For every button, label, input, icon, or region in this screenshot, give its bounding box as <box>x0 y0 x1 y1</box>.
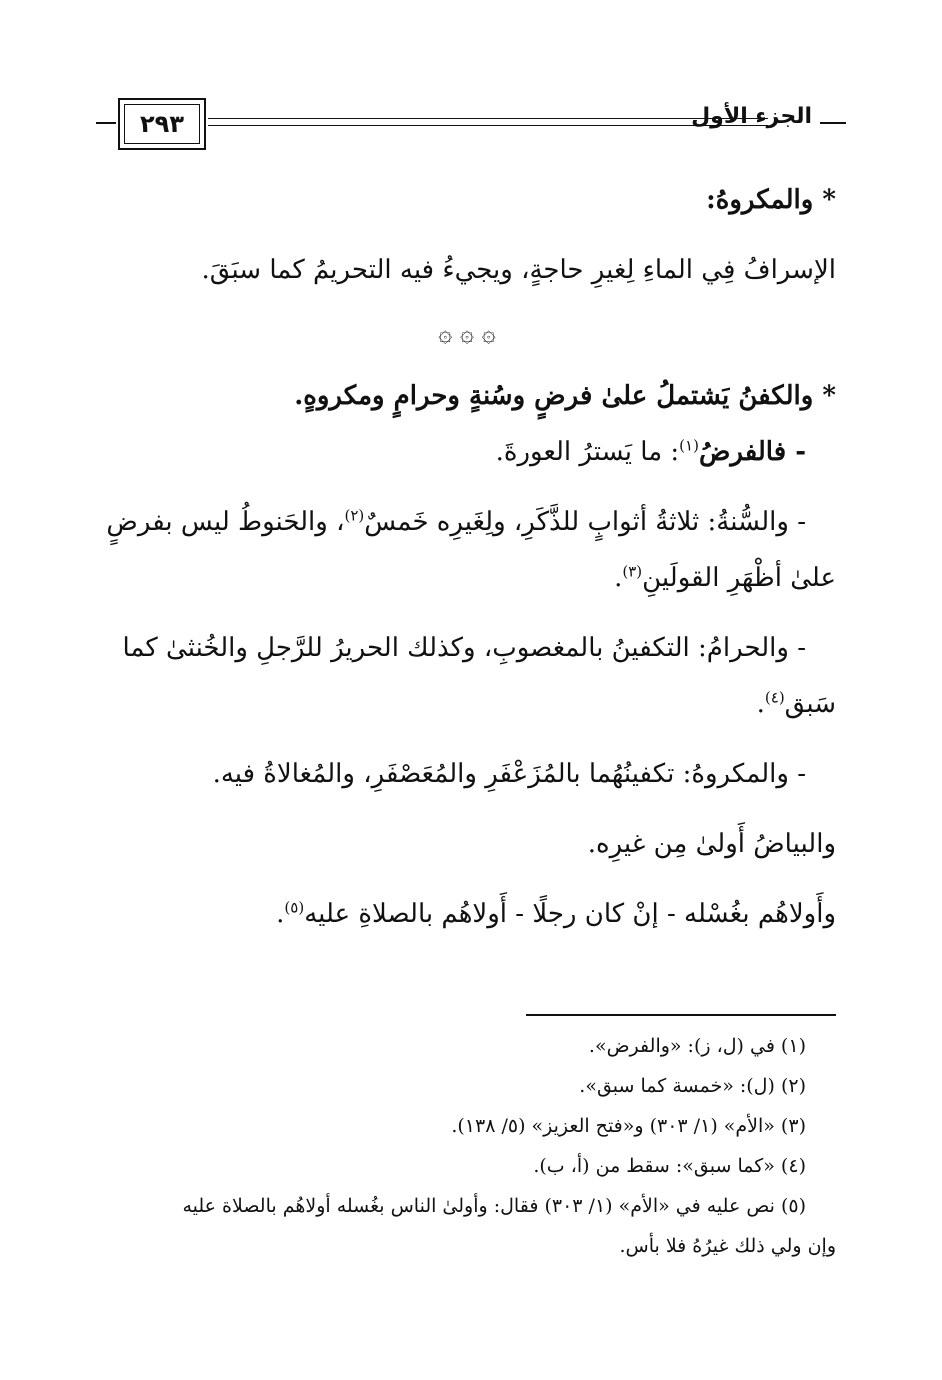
footnote-ref-1: (١) <box>679 436 699 455</box>
page-number: ٢٩٣ <box>124 104 200 144</box>
footnote-ref-3: (٣) <box>622 562 643 581</box>
makruh-heading: * والمكروهُ: <box>706 185 836 215</box>
running-title: الجزء الأول <box>691 104 812 129</box>
haram-end: . <box>756 689 765 719</box>
footnote-ref-5: (٥) <box>284 898 305 917</box>
kafan-intro <box>98 368 836 424</box>
spacer <box>98 872 836 886</box>
footnote-2: (٢) (ل): «خمسة كما سبق». <box>579 1075 806 1097</box>
footnote-5-continued: وإن ولي ذلك غيرُهُ فلا بأس. <box>619 1235 836 1257</box>
fard-label: - فالفرضُ <box>698 437 806 467</box>
footnote-ref-4: (٤) <box>764 688 785 707</box>
makruh-paragraph: الإسرافُ فِي الماءِ لِغيرِ حاجةٍ، ويجيءُ فيه التحريمُ كما سبَقَ. <box>201 255 836 285</box>
footnote-separator <box>526 1014 836 1016</box>
section-ornaments: ۞ ۞ ۞ <box>438 319 496 347</box>
header-double-rule <box>208 118 768 126</box>
fard-paragraph <box>98 424 836 480</box>
spacer <box>98 732 836 746</box>
awla-text: وأَولاهُم بغُسْله - إنْ كان رجلًا - أَولاهُم بالصلاةِ عليه <box>304 899 836 929</box>
spacer <box>98 606 836 620</box>
spacer <box>98 802 836 816</box>
main-text <box>98 172 836 942</box>
spacer <box>98 480 836 494</box>
footnote-3: (٣) «الأم» (١/ ٣٠٣) و«فتح العزيز» (٥/ ١٣٨). <box>451 1115 806 1137</box>
spacer <box>98 228 836 242</box>
footnote-5: (٥) نص عليه في «الأم» (١/ ٣٠٣) فقال: وأولىٰ الناس بغُسله أولاهُم بالصلاة عليه <box>182 1195 806 1217</box>
page-header <box>96 96 846 156</box>
kafan-intro-text: * والكفنُ يَشتملُ علىٰ فرضٍ وسُنةٍ وحرامٍ ومكروهٍ. <box>294 381 836 411</box>
header-rule-left <box>96 122 116 124</box>
sunna-rest: ، والحَنوطُ ليس بفرضٍ <box>106 507 345 537</box>
haram-line-2 <box>98 676 836 732</box>
header-rule-right <box>820 122 846 124</box>
haram-line-2-text: سَبق <box>784 689 836 719</box>
page-number-frame <box>118 98 206 150</box>
awla-end: . <box>276 899 285 929</box>
makruh-kafan-paragraph: - والمكروهُ: تكفينُهُما بالمُزَعْفَرِ والمُعَصْفَرِ، والمُغالاةُ فيه. <box>212 759 806 789</box>
footnote-4: (٤) «كما سبق»: سقط من (أ، ب). <box>533 1155 806 1177</box>
footnote-ref-2: (٢) <box>344 506 365 525</box>
haram-paragraph: - والحرامُ: التكفينُ بالمغصوبِ، وكذلك الحريرُ للرَّجلِ والخُنثىٰ كما <box>122 633 806 663</box>
sunna-text: - والسُّنةُ: ثلاثةُ أثوابٍ للذَّكَرِ، ولِغَيرِه خَمسٌ <box>364 507 806 537</box>
fard-rest: : ما يَسترُ العورةَ. <box>495 437 680 467</box>
white-paragraph: والبياضُ أَولىٰ مِن غيرِه. <box>587 829 836 859</box>
awla-paragraph <box>98 886 836 942</box>
sunna-line-2 <box>98 550 836 606</box>
sunna-line-2-text: علىٰ أظْهَرِ القولَينِ <box>642 563 836 593</box>
sunna-end: . <box>614 563 623 593</box>
sunna-paragraph <box>98 494 836 550</box>
footnotes <box>98 1026 836 1266</box>
footnote-1: (١) في (ل، ز): «والفرض». <box>588 1035 806 1057</box>
